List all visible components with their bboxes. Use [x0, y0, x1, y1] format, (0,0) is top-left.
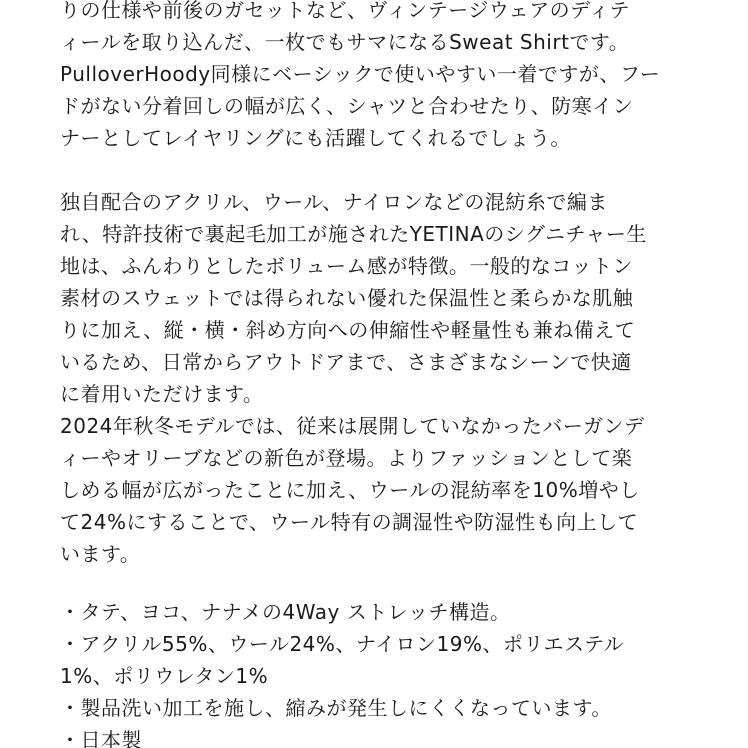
text-line: いるため、日常からアウトドアまで、さまざまなシーンで快適: [60, 350, 632, 374]
text-line: 独自配合のアクリル、ウール、ナイロンなどの混紡糸で編ま: [60, 190, 608, 214]
description-paragraph-fabric: [60, 186, 700, 410]
text-line: れ、特許技術で裏起毛加工が施されたYETINAのシグニチャー生: [60, 222, 647, 246]
text-line: 2024年秋冬モデルでは、従来は展開していなかったバーガンデ: [60, 414, 645, 438]
text-line: ドがない分着回しの幅が広く、シャツと合わせたり、防寒イン: [60, 94, 634, 118]
text-line: います。: [60, 542, 141, 566]
text-line: りの仕様や前後のガセットなど、ヴィンテージウェアのディテ: [60, 0, 630, 22]
text-line: しめる幅が広がったことに加え、ウールの混紡率を10%増やし: [60, 478, 640, 502]
description-paragraph-season: [60, 410, 700, 570]
text-line: て24%にすることで、ウール特有の調湿性や防湿性も向上して: [60, 510, 639, 534]
feature-list: [60, 596, 700, 748]
text-line: ナーとしてレイヤリングにも活躍してくれるでしょう。: [60, 126, 571, 150]
description-paragraph-intro: [60, 0, 700, 154]
text-line: ィールを取り込んだ、一枚でもサマになるSweat Shirtです。: [60, 30, 630, 54]
text-line: ィーやオリーブなどの新色が登場。よりファッションとして楽: [60, 446, 633, 470]
feature-item: ・アクリル55%、ウール24%、ナイロン19%、ポリエステル: [60, 632, 625, 656]
text-line: PulloverHoody同様にベーシックで使いやすい一着ですが、フー: [60, 62, 661, 86]
feature-item: ・日本製: [60, 728, 142, 748]
feature-item: ・製品洗い加工を施し、縮みが発生しにくくなっています。: [60, 696, 612, 720]
feature-item: ・タテ、ヨコ、ナナメの4Way ストレッチ構造。: [60, 600, 511, 624]
text-line: 地は、ふんわりとしたボリューム感が特徴。一般的なコットン: [60, 254, 633, 278]
text-line: に着用いただけます。: [60, 382, 264, 406]
text-line: りに加え、縦・横・斜め方向への伸縮性や軽量性も兼ね備えて: [60, 318, 636, 342]
feature-item: 1%、ポリウレタン1%: [60, 664, 269, 688]
text-line: 素材のスウェットでは得られない優れた保温性と柔らかな肌触: [60, 286, 634, 310]
